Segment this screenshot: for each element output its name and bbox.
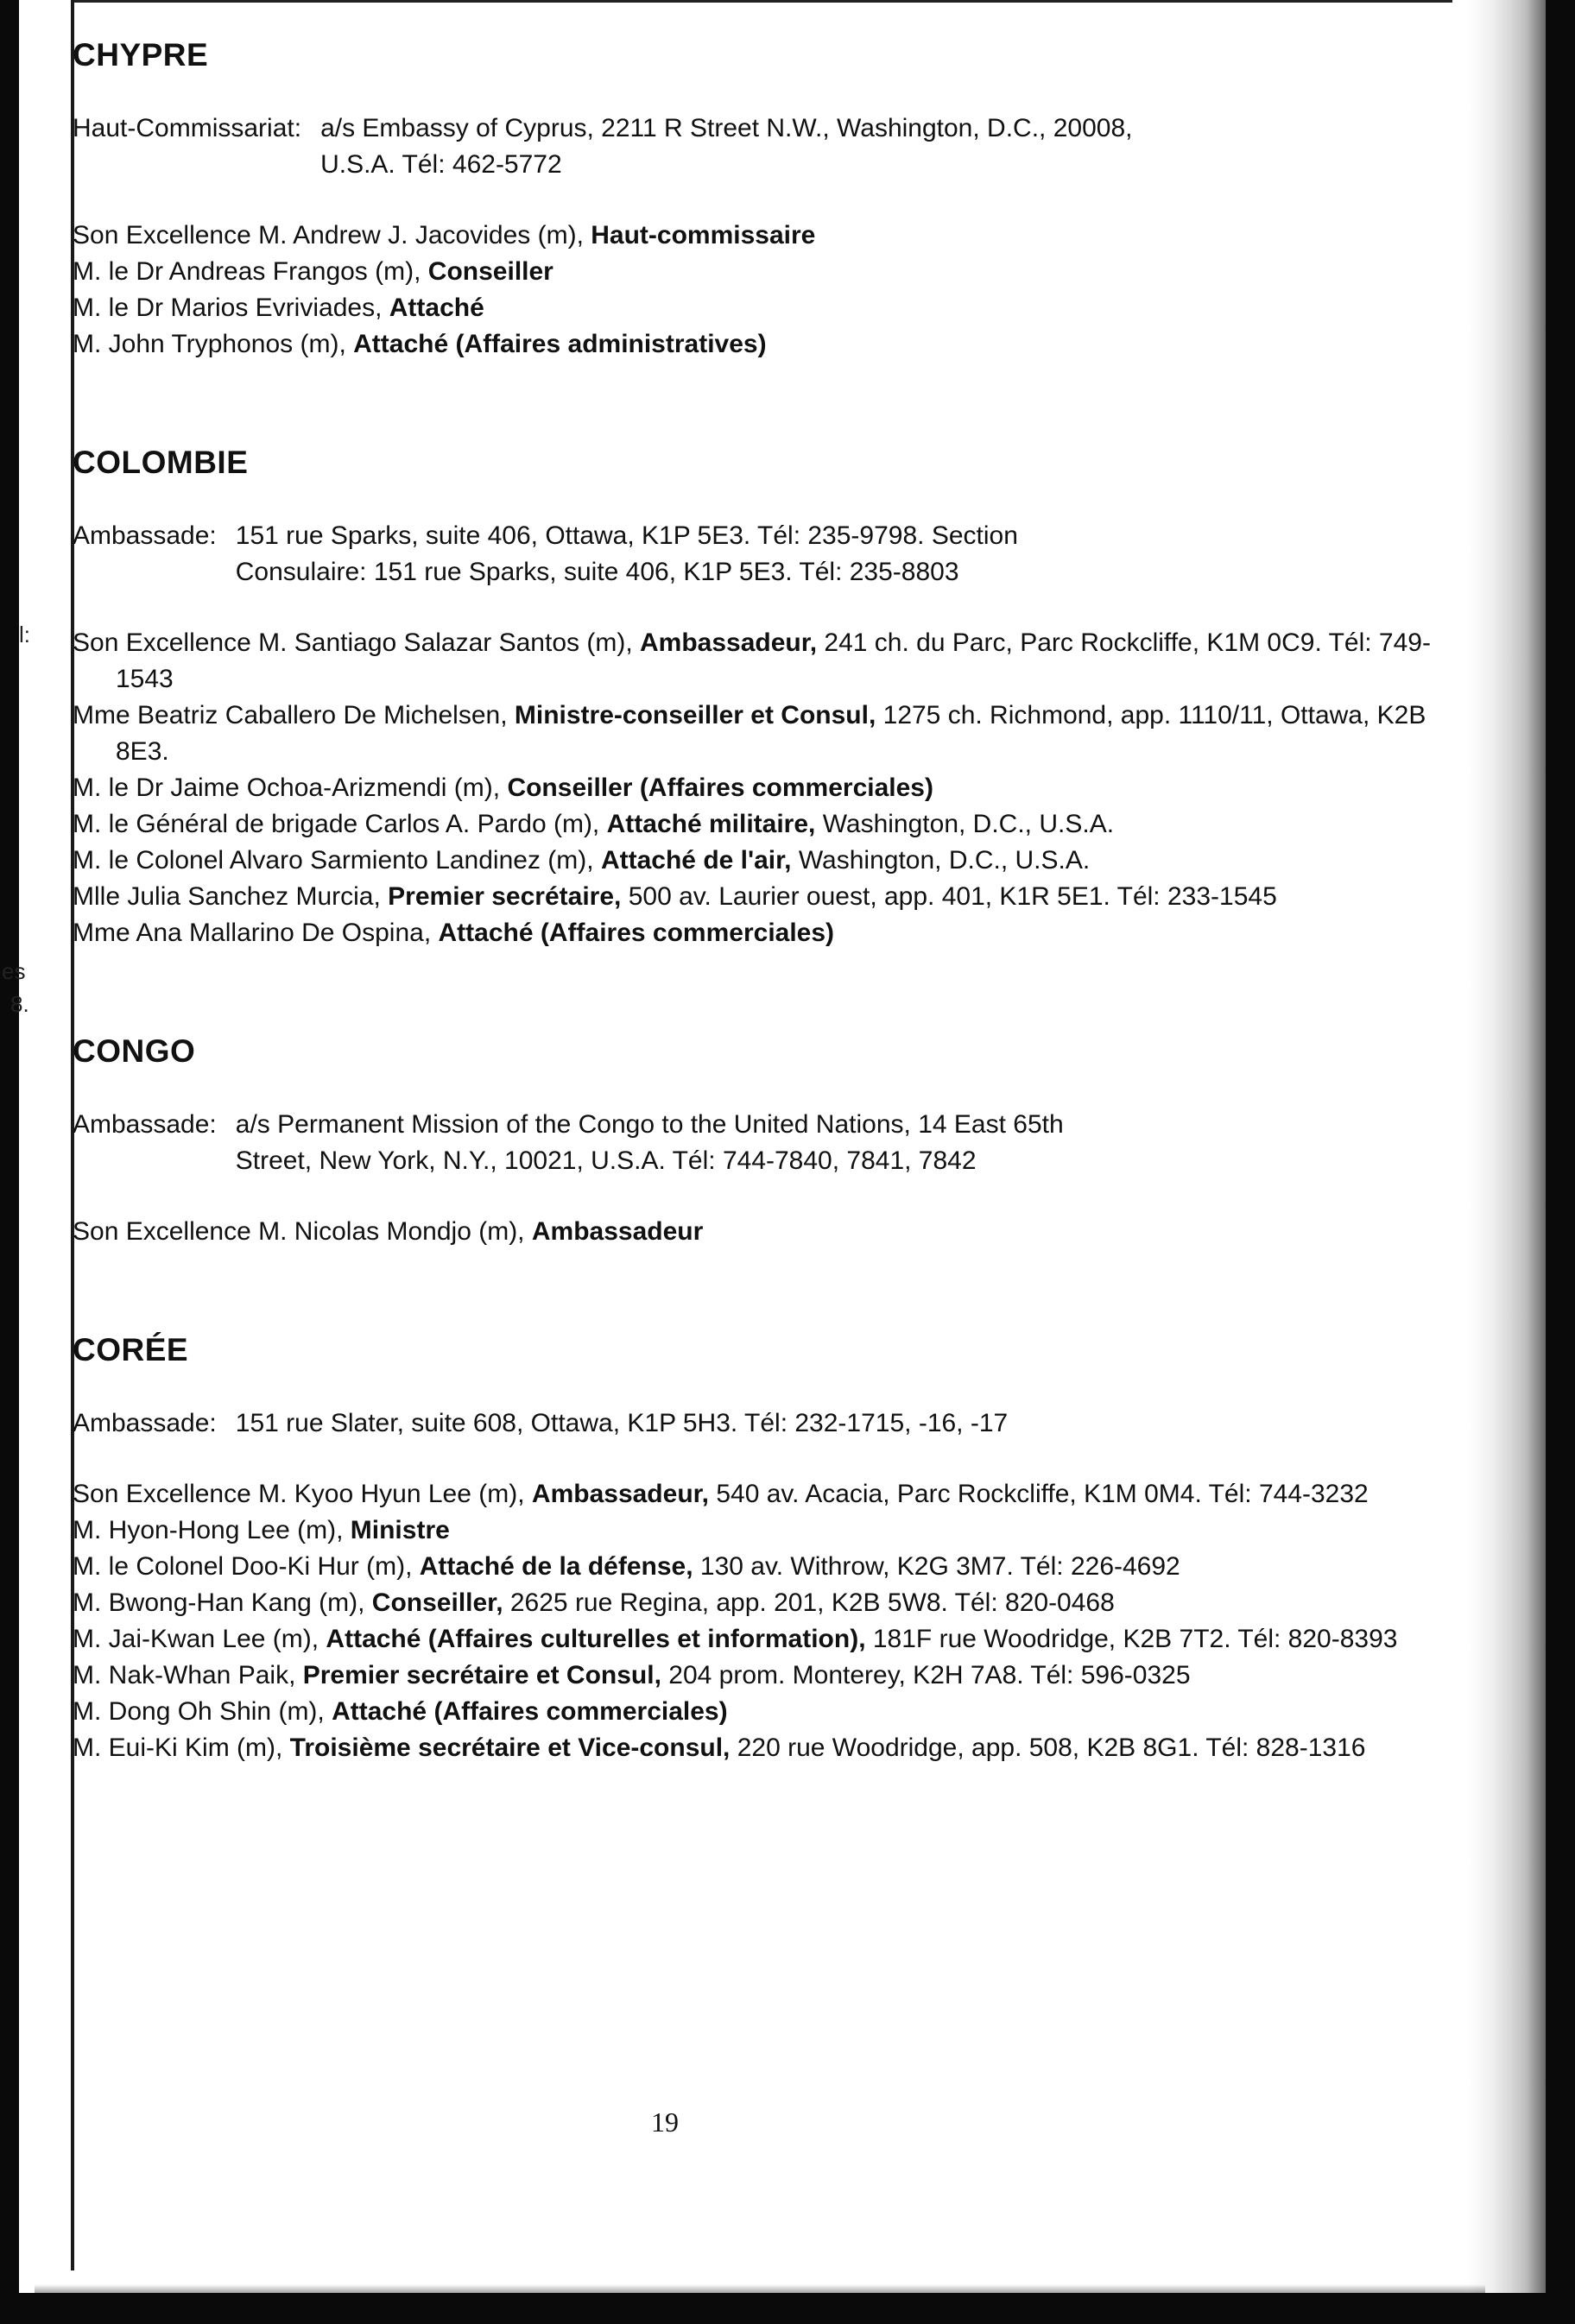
address-line: a/s Embassy of Cyprus, 2211 R Street N.W., Washington, D.C., 20008, [320,114,1133,142]
margin-fragment: 8. [10,991,29,1017]
staff-name: Son Excellence M. Andrew J. Jacovides (m), [73,221,591,249]
staff-entry [73,1214,1454,1250]
staff-contact: 204 prom. Monterey, K2H 7A8. Tél: 596-0325 [661,1661,1191,1689]
country-heading: CORÉE [73,1332,189,1367]
staff-contact: 181F rue Woodridge, K2B 7T2. Tél: 820-8393 [865,1625,1398,1653]
address-line: Consulaire: 151 rue Sparks, suite 406, K1P 5E3. Tél: 235-8803 [235,558,959,586]
staff-name: M. Dong Oh Shin (m), [73,1697,332,1726]
staff-title: Ministre-conseiller et Consul, [514,701,876,729]
scan-edge-right [1546,0,1575,2324]
staff-contact: Washington, D.C., U.S.A. [815,810,1115,838]
address-label: Haut-Commissariat: [73,114,302,142]
staff-name: Son Excellence M. Santiago Salazar Santos (m), [73,628,640,657]
staff-title: Ministre [350,1516,450,1544]
staff-entry [73,1585,1454,1621]
country-section [73,1031,1454,1250]
staff-name: M. le Dr Andreas Frangos (m), [73,257,428,286]
address-line: 151 rue Sparks, suite 406, Ottawa, K1P 5E3. Tél: 235-9798. Section [235,521,1018,550]
document-page [73,35,1454,1846]
address-label: Ambassade: [73,521,217,550]
staff-title: Premier secrétaire, [388,882,622,911]
staff-name: M. Eui-Ki Kim (m), [73,1734,290,1762]
scan-edge-bottom [0,2293,1575,2324]
staff-entry [73,1549,1454,1585]
staff-title: Attaché [389,294,484,322]
staff-title: Ambassadeur, [639,628,818,657]
staff-entry [73,290,1454,326]
staff-entry [73,1621,1454,1658]
staff-title: Ambassadeur [531,1217,704,1246]
address-line: U.S.A. Tél: 462-5772 [320,150,562,179]
staff-name: Mlle Julia Sanchez Murcia, [73,882,389,911]
mission-address [73,1405,1454,1442]
margin-fragment: es [2,958,26,984]
staff-contact: 1275 ch. Richmond, app. 1110/11, Ottawa, K2B 8E3. [116,701,1426,766]
staff-entry [73,1512,1454,1549]
page-number: 19 [651,2106,679,2138]
address-line: Street, New York, N.Y., 10021, U.S.A. Tél: 744-7840, 7841, 7842 [235,1146,977,1175]
staff-entry [73,1658,1454,1694]
staff-contact: 241 ch. du Parc, Parc Rockcliffe, K1M 0C9. Tél: 749-1543 [116,628,1431,693]
staff-contact: 540 av. Acacia, Parc Rockcliffe, K1M 0M4. Tél: 744-3232 [709,1480,1369,1508]
scan-shadow-bottom [35,2284,1485,2293]
staff-name: M. Jai-Kwan Lee (m), [73,1625,326,1653]
country-section [73,442,1454,951]
staff-title: Attaché militaire, [606,810,816,838]
address-text [236,1107,1454,1179]
address-label: Ambassade: [73,1409,217,1437]
margin-fragment: l: [19,622,30,647]
staff-name: M. Bwong-Han Kang (m), [73,1588,372,1617]
staff-title: Conseiller (Affaires commerciales) [507,774,933,802]
staff-title: Attaché de la défense, [419,1552,693,1581]
staff-contact: 130 av. Withrow, K2G 3M7. Tél: 226-4692 [693,1552,1180,1581]
staff-title: Haut-commissaire [591,221,816,249]
staff-entry [73,915,1454,951]
staff-contact: 220 rue Woodridge, app. 508, K2B 8G1. Tél: 828-1316 [730,1734,1366,1762]
staff-title: Premier secrétaire et Consul, [302,1661,661,1689]
mission-address [73,518,1454,590]
staff-title: Attaché (Affaires culturelles et information), [326,1625,866,1653]
country-heading: COLOMBIE [73,445,249,480]
staff-name: Son Excellence M. Nicolas Mondjo (m), [73,1217,532,1246]
staff-name: M. le Dr Jaime Ochoa-Arizmendi (m), [73,774,508,802]
scan-edge-left [0,0,19,2324]
staff-name: Mme Ana Mallarino De Ospina, [73,919,439,947]
staff-name: M. John Tryphonos (m), [73,330,354,358]
staff-name: M. le Général de brigade Carlos A. Pardo (m), [73,810,607,838]
staff-title: Conseiller [427,257,553,286]
staff-entry [73,1730,1454,1766]
staff-title: Ambassadeur, [531,1480,709,1508]
country-heading: CONGO [73,1033,196,1069]
staff-entry [73,1476,1454,1512]
staff-name: M. le Colonel Alvaro Sarmiento Landinez (m), [73,846,601,875]
country-section [73,1329,1454,1766]
staff-name: Son Excellence M. Kyoo Hyun Lee (m), [73,1480,532,1508]
address-text [320,111,1454,183]
staff-entry [73,879,1454,915]
staff-name: M. Nak-Whan Paik, [73,1661,303,1689]
staff-contact: 2625 rue Regina, app. 201, K2B 5W8. Tél: 820-0468 [503,1588,1115,1617]
address-text [236,518,1454,590]
staff-entry [73,770,1454,806]
staff-entry [73,698,1454,770]
staff-title: Attaché (Affaires administratives) [353,330,767,358]
staff-name: M. le Dr Marios Evriviades, [73,294,389,322]
staff-name: M. Hyon-Hong Lee (m), [73,1516,351,1544]
staff-title: Troisième secrétaire et Vice-consul, [289,1734,731,1762]
staff-contact: Washington, D.C., U.S.A. [791,846,1091,875]
staff-entry [73,326,1454,363]
address-line: 151 rue Slater, suite 608, Ottawa, K1P 5H3. Tél: 232-1715, -16, -17 [235,1409,1009,1437]
staff-name: M. le Colonel Doo-Ki Hur (m), [73,1552,420,1581]
country-heading: CHYPRE [73,37,209,73]
page-top-rule [71,0,1452,3]
staff-entry [73,1694,1454,1730]
mission-address [73,1107,1454,1179]
staff-title: Attaché de l'air, [600,846,792,875]
staff-title: Conseiller, [371,1588,503,1617]
address-text [236,1405,1454,1442]
staff-entry [73,625,1454,698]
scan-shadow-right [1468,0,1546,2324]
staff-title: Attaché (Affaires commerciales) [438,919,835,947]
staff-contact: 500 av. Laurier ouest, app. 401, K1R 5E1. Tél: 233-1545 [621,882,1277,911]
staff-name: Mme Beatriz Caballero De Michelsen, [73,701,515,729]
staff-entry [73,218,1454,254]
mission-address [73,111,1454,183]
staff-entry [73,254,1454,290]
staff-entry [73,843,1454,879]
country-section [73,35,1454,363]
staff-entry [73,806,1454,843]
address-label: Ambassade: [73,1110,217,1139]
staff-title: Attaché (Affaires commerciales) [332,1697,728,1726]
address-line: a/s Permanent Mission of the Congo to the United Nations, 14 East 65th [235,1110,1064,1139]
